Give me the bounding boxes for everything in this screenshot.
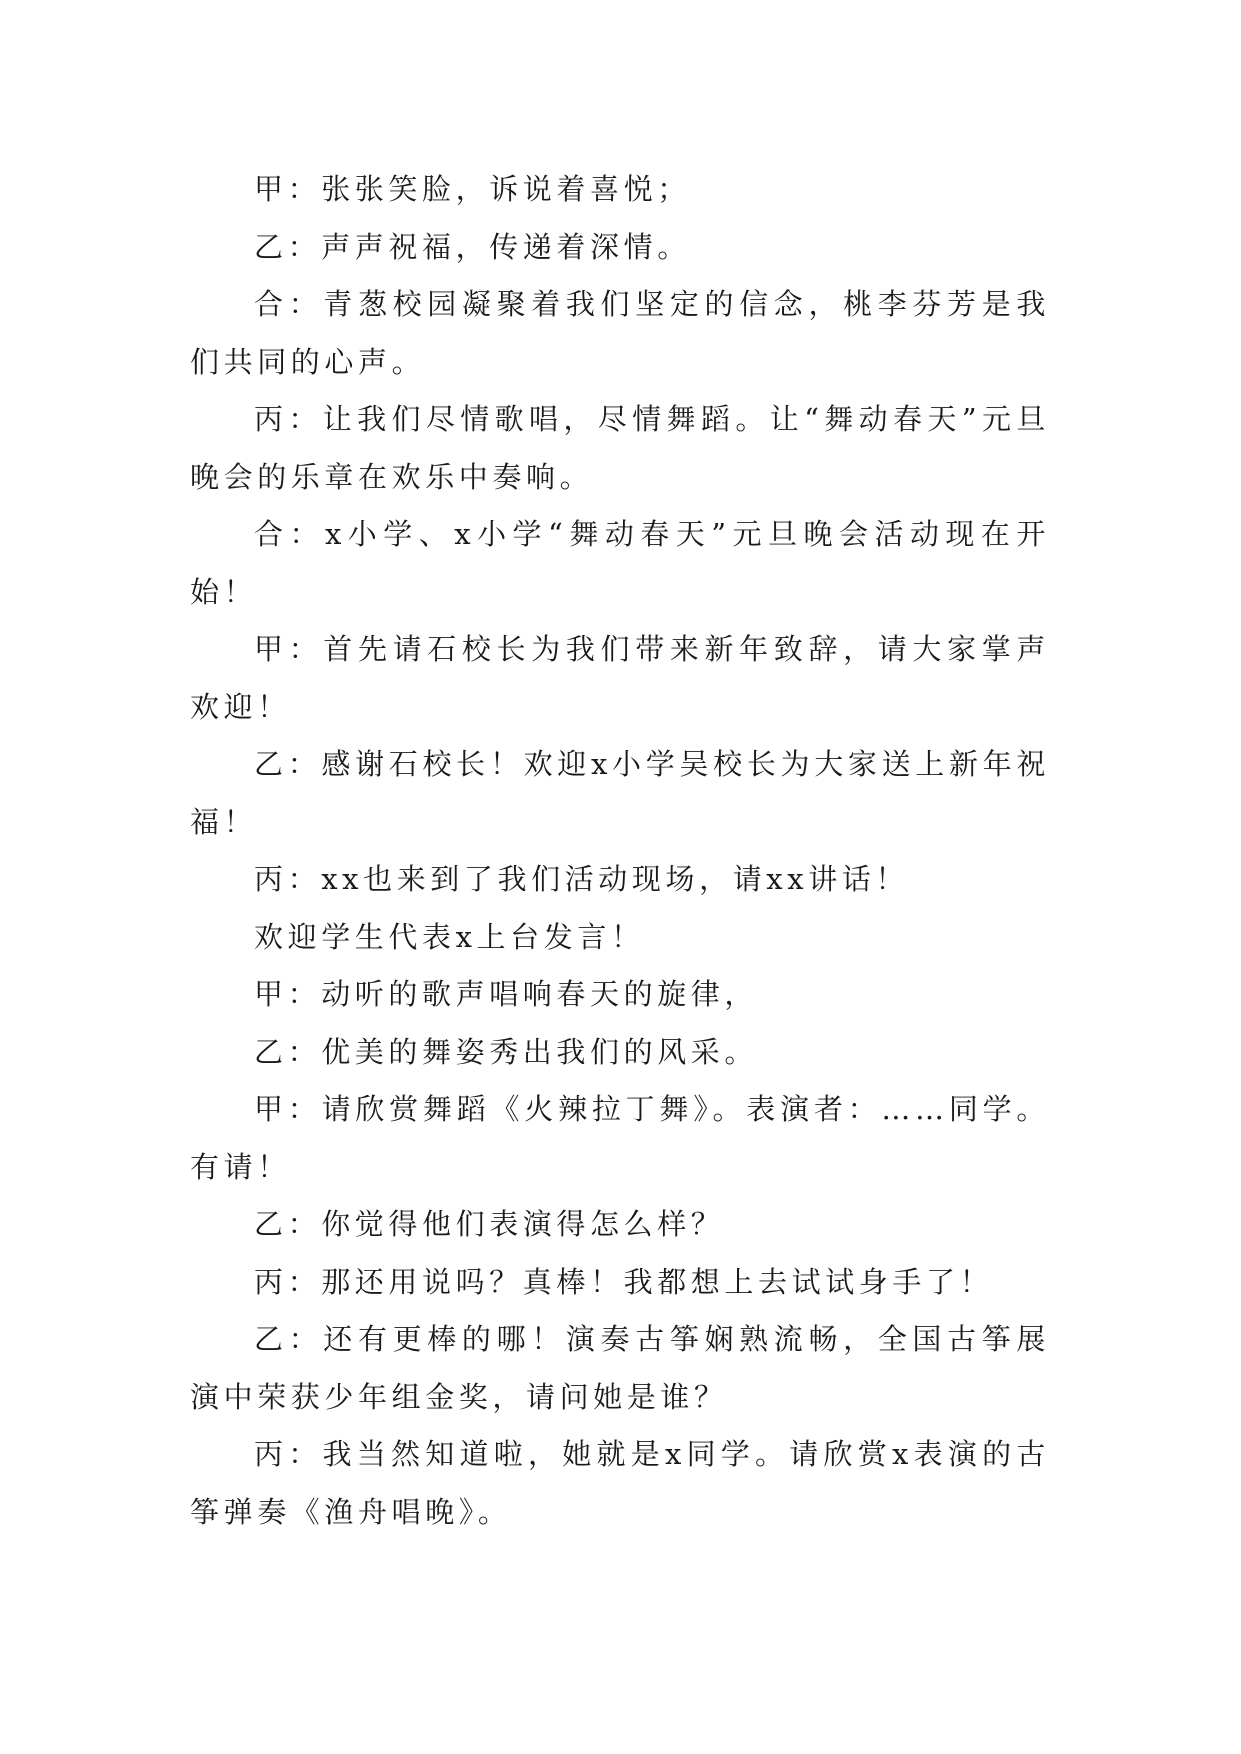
paragraph: 合：x小学、x小学“舞动春天”元旦晚会活动现在开始！ [190,517,1050,609]
paragraph: 乙：感谢石校长！欢迎x小学吴校长为大家送上新年祝福！ [190,747,1050,839]
paragraph: 甲：张张笑脸，诉说着喜悦； [254,172,691,206]
paragraph: 丙：我当然知道啦，她就是x同学。请欣赏x表演的古筝弹奏《渔舟唱晚》。 [190,1437,1050,1529]
paragraph: 甲：动听的歌声唱响春天的旋律， [254,977,759,1011]
paragraph: 欢迎学生代表x上台发言！ [254,919,645,954]
paragraph: 丙：那还用说吗？真棒！我都想上去试试身手了！ [254,1264,994,1299]
paragraph: 乙：声声祝福，传递着深情。 [254,229,691,264]
paragraph: 丙：让我们尽情歌唱，尽情舞蹈。让“舞动春天”元旦晚会的乐章在欢乐中奏响。 [190,402,1050,494]
paragraph: 乙：你觉得他们表演得怎么样？ [254,1207,725,1241]
document-body [190,161,1050,1541]
paragraph: 乙：还有更棒的哪！演奏古筝娴熟流畅，全国古筝展演中荣获少年组金奖，请问她是谁？ [190,1322,1050,1414]
paragraph: 甲：请欣赏舞蹈《火辣拉丁舞》。表演者：……同学。有请！ [190,1092,1050,1184]
paragraph: 合：青葱校园凝聚着我们坚定的信念，桃李芬芳是我们共同的心声。 [190,287,1050,379]
paragraph: 乙：优美的舞姿秀出我们的风采。 [254,1034,759,1069]
paragraph: 甲：首先请石校长为我们带来新年致辞，请大家掌声欢迎！ [190,632,1050,724]
paragraph: 丙：xx也来到了我们活动现场，请xx讲话！ [254,862,910,896]
